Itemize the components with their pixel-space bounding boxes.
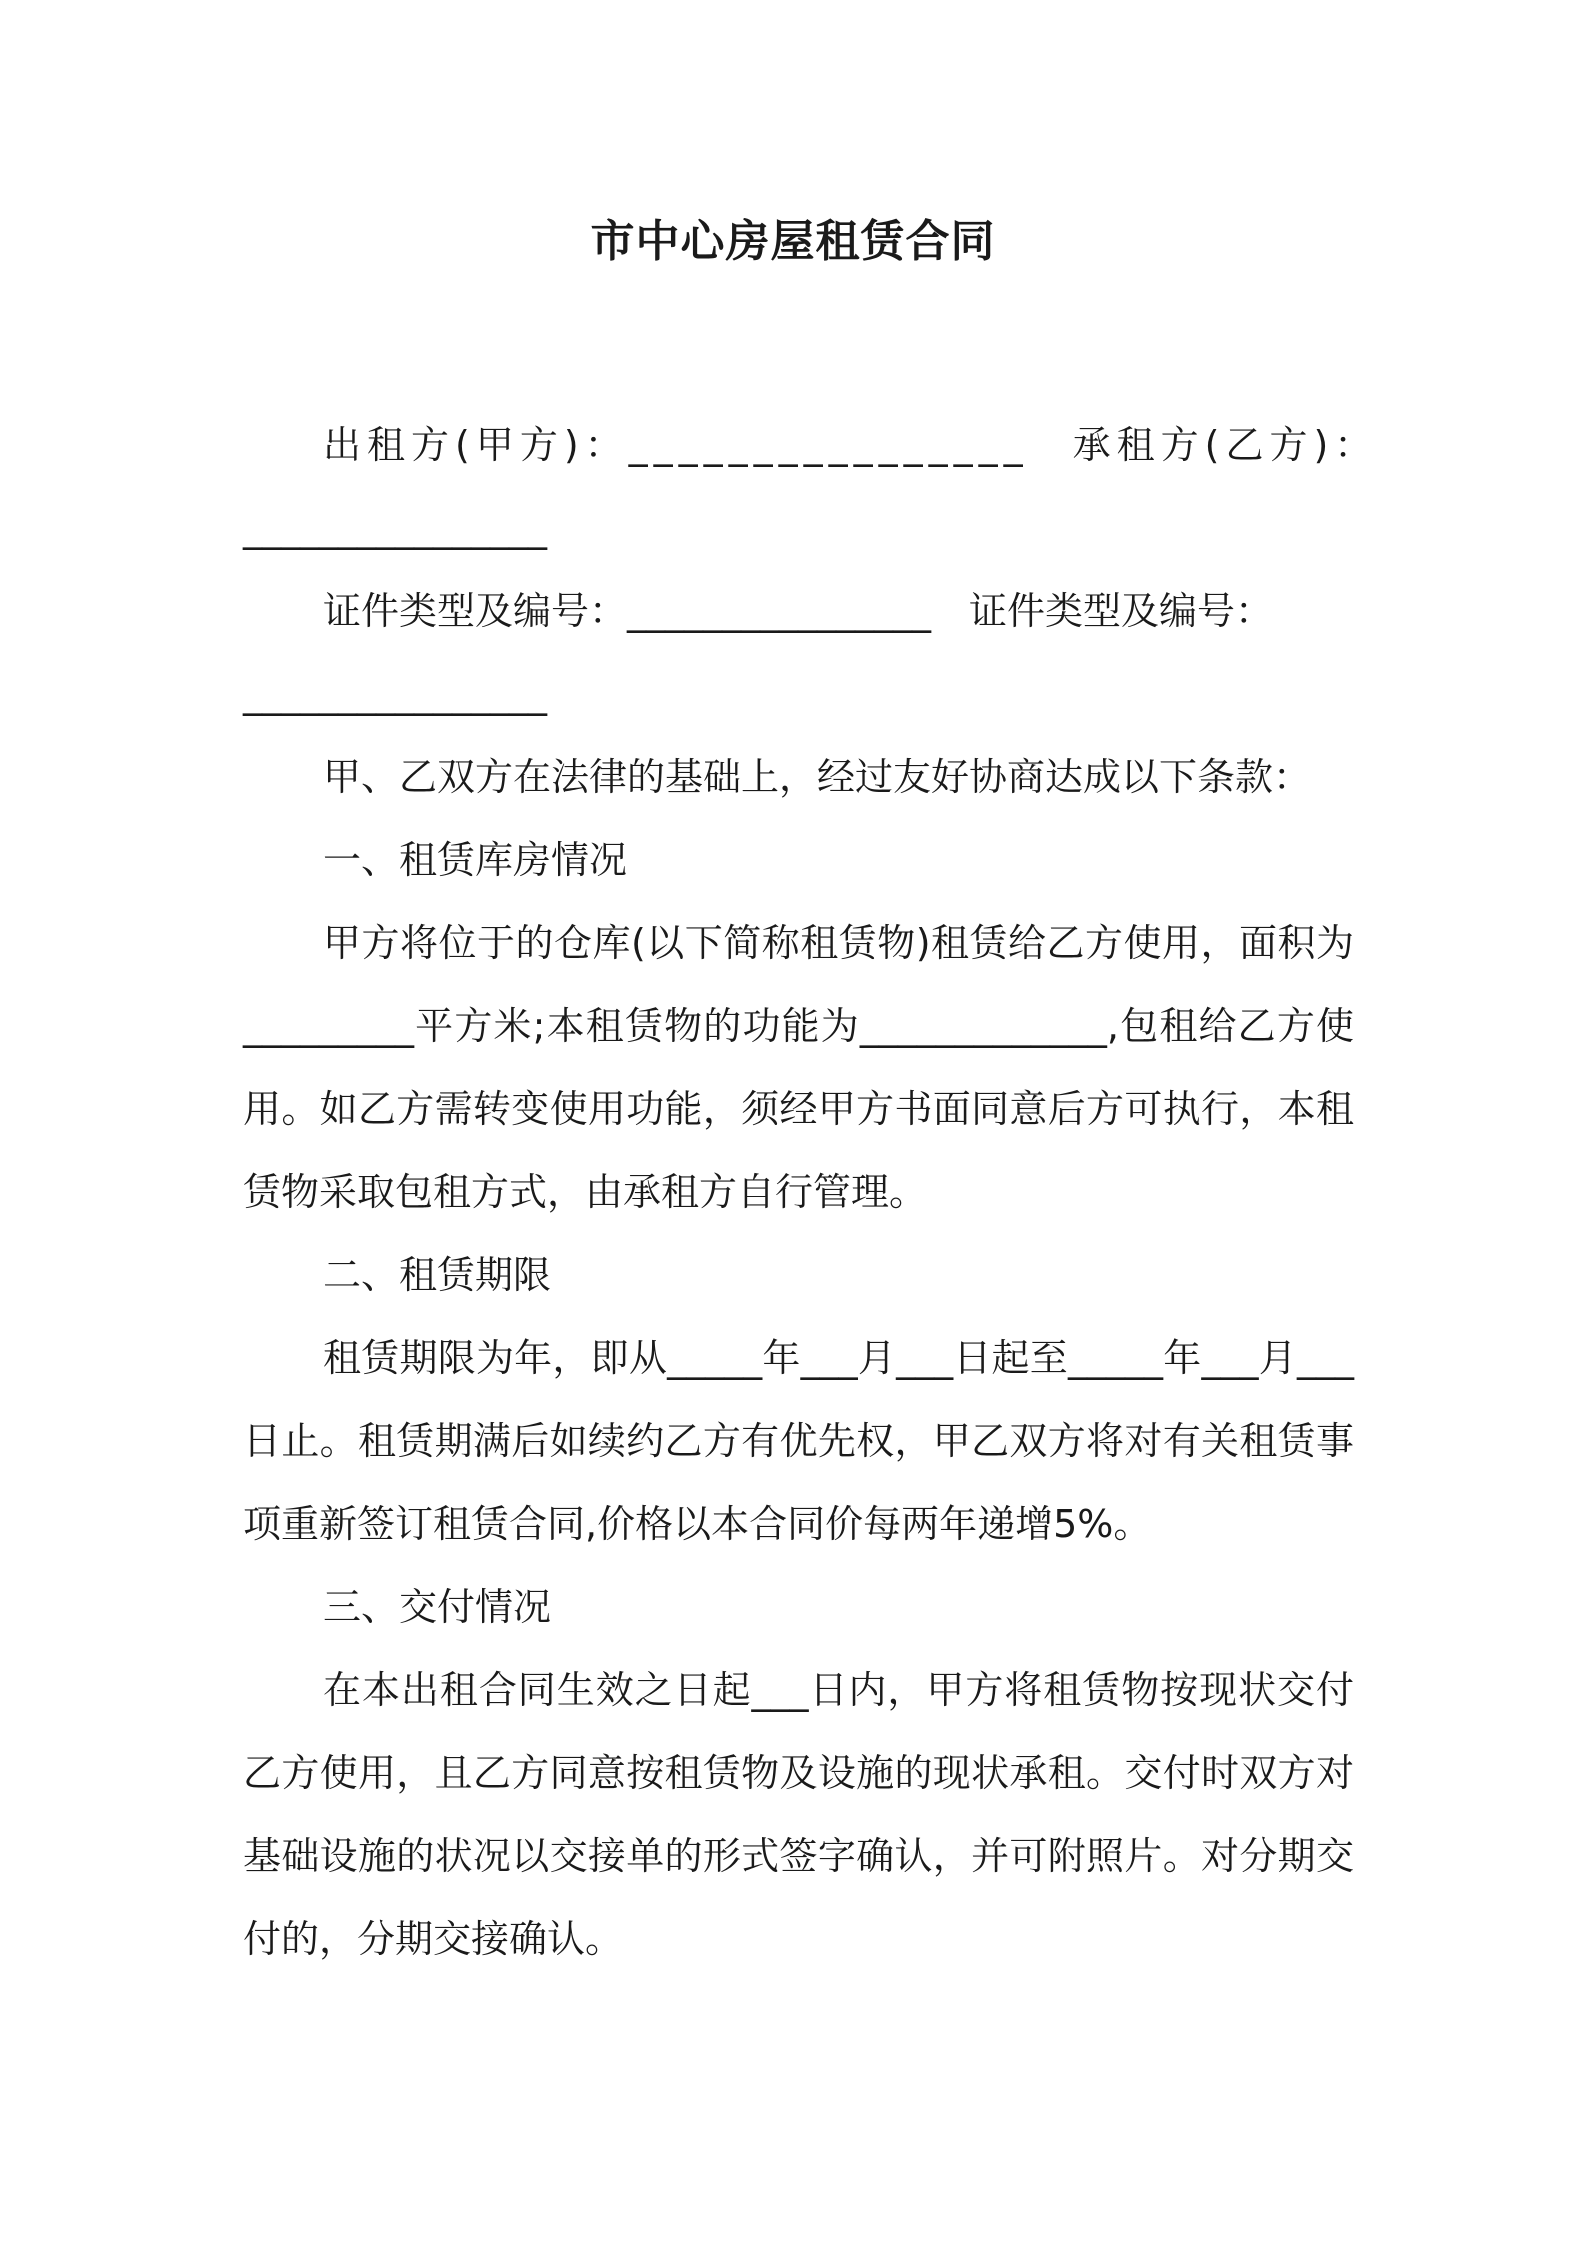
document-body [243,404,1379,1981]
section-paragraph: 甲方将位于的仓库(以下简称租赁物)租赁给乙方使用，面积为_________平方米;本租赁物的功能为_____________,包租给乙方使用。如乙方需转变使用功能，须经甲方书面同意后方可执行，本租赁物采取包租方式，由承租方自行管理。 [243,921,1354,1214]
party-line-blank: ________________ [243,506,547,550]
id-line-blank: ________________ [243,672,547,716]
section-heading: 一、租赁库房情况 [323,838,628,882]
section-heading: 三、交付情况 [323,1585,552,1629]
section-heading: 二、租赁期限 [323,1253,552,1297]
intro-paragraph: 甲、乙双方在法律的基础上，经过友好协商达成以下条款： [323,755,1312,799]
document-title: 市中心房屋租赁合同 [590,216,996,267]
section-paragraph: 租赁期限为年，即从_____年___月___日起至_____年___月___日止。租赁期满后如续约乙方有优先权，甲乙双方将对有关租赁事项重新签订租赁合同,价格以本合同价每两年递增5%。 [243,1336,1354,1546]
party-line: 出租方(甲方)：________________ 承租方(乙方)： [323,423,1379,467]
id-line: 证件类型及编号：________________ 证件类型及编号： [323,589,1274,633]
section-paragraph: 在本出租合同生效之日起___日内，甲方将租赁物按现状交付乙方使用，且乙方同意按租赁物及设施的现状承租。交付时双方对基础设施的状况以交接单的形式签字确认，并可附照片。对分期交付的，分期交接确认。 [243,1668,1354,1961]
